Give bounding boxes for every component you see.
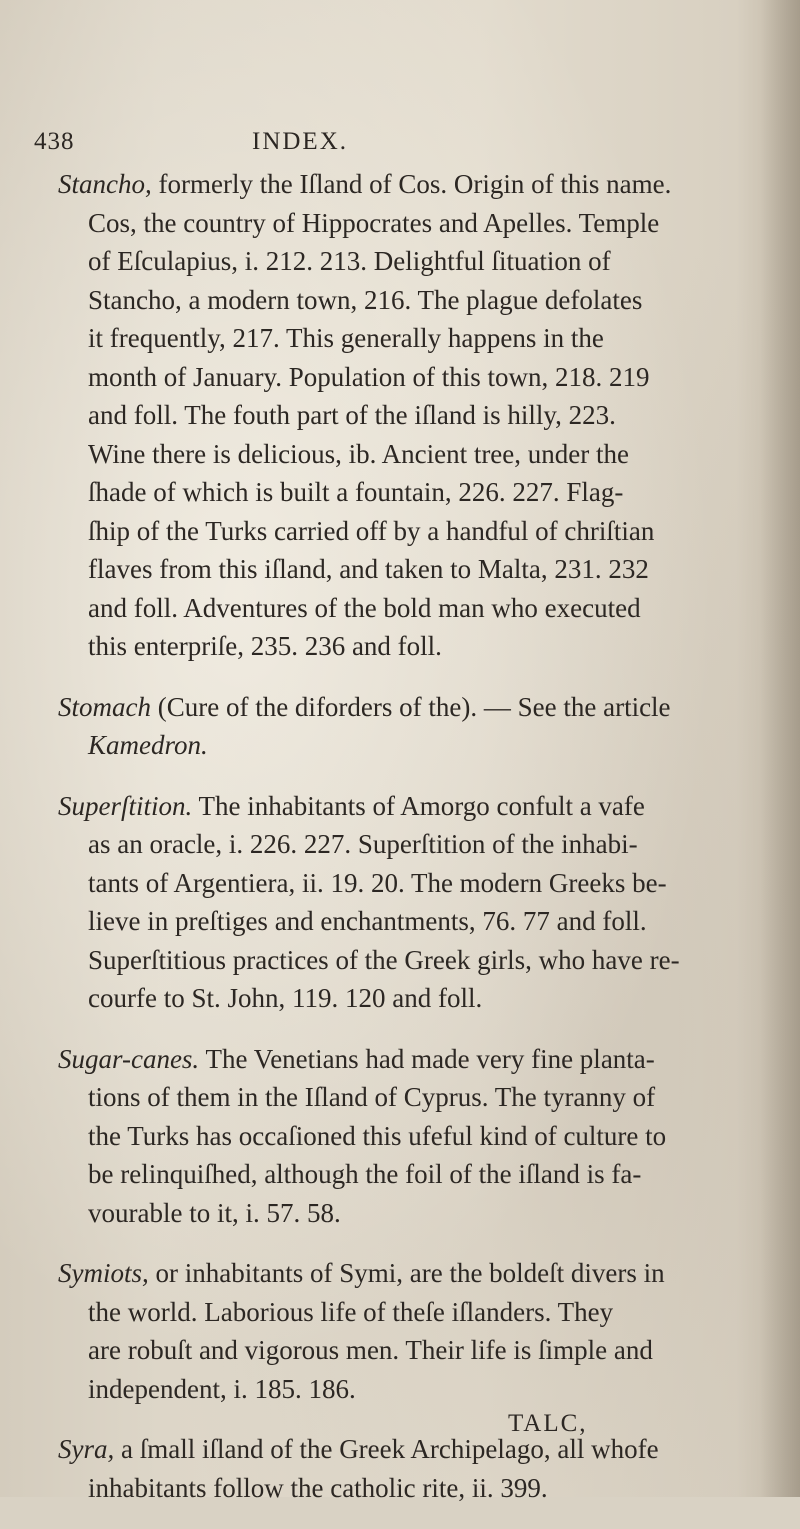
entry-line: the world. Laborious life of theſe iſlanders. They [88, 1296, 614, 1327]
entry-line: Stancho, a modern town, 216. The plague defolates [88, 284, 643, 315]
entry-line: month of January. Population of this town, 218. 219 [88, 361, 650, 392]
index-entry-syra [58, 1430, 770, 1507]
entry-first-line [58, 1430, 770, 1469]
entry-text: (Cure of the diforders of the). — See the article [150, 691, 671, 722]
entry-first-line [58, 165, 770, 204]
entry-text: The inhabitants of Amorgo confult a vafe [192, 790, 645, 821]
entry-first-line [58, 688, 770, 727]
entry-line: Cos, the country of Hippocrates and Apelles. Temple [88, 207, 660, 238]
entry-line: Kamedron. [88, 730, 208, 760]
entry-line: Superſtitious practices of the Greek girls, who have re- [88, 944, 680, 975]
entry-line: be relinquiſhed, although the foil of the iſland is fa- [88, 1159, 642, 1189]
entry-first-line [58, 1040, 770, 1079]
entry-headword: Stomach [58, 691, 151, 722]
entry-headword: Stancho, [58, 169, 152, 199]
running-head [34, 128, 734, 162]
entry-line: flaves from this iſland, and taken to Malta, 231. 232 [88, 554, 649, 584]
entry-line: inhabitants follow the catholic rite, ii. 399. [88, 1472, 548, 1503]
entry-line: tants of Argentiera, ii. 19. 20. The modern Greeks be- [88, 867, 667, 898]
entry-text: formerly the Iſland of Cos. Origin of this name. [151, 169, 672, 199]
entry-line: the Turks has occaſioned this ufeful kind of culture to [88, 1120, 667, 1151]
entry-line: of Eſculapius, i. 212. 213. Delightful ſituation of [88, 246, 611, 276]
entry-line: lieve in preſtiges and enchantments, 76. 77 and foll. [88, 906, 647, 936]
entry-first-line [58, 1254, 770, 1293]
index-entry-sugar-canes [58, 1040, 770, 1233]
entry-line: it frequently, 217. This generally happens in the [88, 323, 604, 353]
entry-line: tions of them in the Iſland of Cyprus. The tyranny of [88, 1082, 656, 1112]
entry-line: ſhip of the Turks carried off by a handful of chriſtian [88, 515, 655, 546]
index-entry-symiots [58, 1254, 770, 1408]
entry-line: as an oracle, i. 226. 227. Superſtition of the inhabi- [88, 829, 638, 859]
index-entry-stancho [58, 165, 770, 666]
entry-headword: Syra, [58, 1434, 115, 1464]
catchword: TALC, [508, 1410, 588, 1437]
entry-headword: Superſtition. [58, 790, 193, 821]
entry-text: or inhabitants of Symi, are the boldeſt divers in [148, 1258, 665, 1288]
entry-line: and foll. The fouth part of the iſland is hilly, 223. [88, 400, 616, 430]
index-entries [58, 165, 770, 1529]
entry-text: The Venetians had made very fine planta- [199, 1043, 655, 1074]
entry-line: courfe to St. John, 119. 120 and foll. [88, 983, 483, 1013]
entry-text: a ſmall iſland of the Greek Archipelago, all whofe [114, 1434, 659, 1464]
header-title: INDEX. [252, 128, 349, 155]
entry-line: are robuſt and vigorous men. Their life is ſimple and [88, 1335, 653, 1365]
entry-line: ſhade of which is built a fountain, 226. 227. Flag- [88, 477, 624, 507]
entry-line: this enterpriſe, 235. 236 and foll. [88, 631, 442, 661]
entry-line: Wine there is delicious, ib. Ancient tree, under the [88, 438, 629, 469]
index-entry-stomach [58, 688, 770, 765]
entry-line: and foll. Adventures of the bold man who executed [88, 592, 641, 623]
index-entry-superstition [58, 787, 770, 1018]
entry-first-line [58, 787, 770, 826]
entry-line: independent, i. 185. 186. [88, 1373, 356, 1404]
entry-line: vourable to it, i. 57. 58. [88, 1197, 341, 1228]
entry-headword: Symiots, [58, 1258, 149, 1288]
page-number: 438 [34, 128, 75, 155]
entry-headword: Sugar-canes. [58, 1043, 200, 1074]
